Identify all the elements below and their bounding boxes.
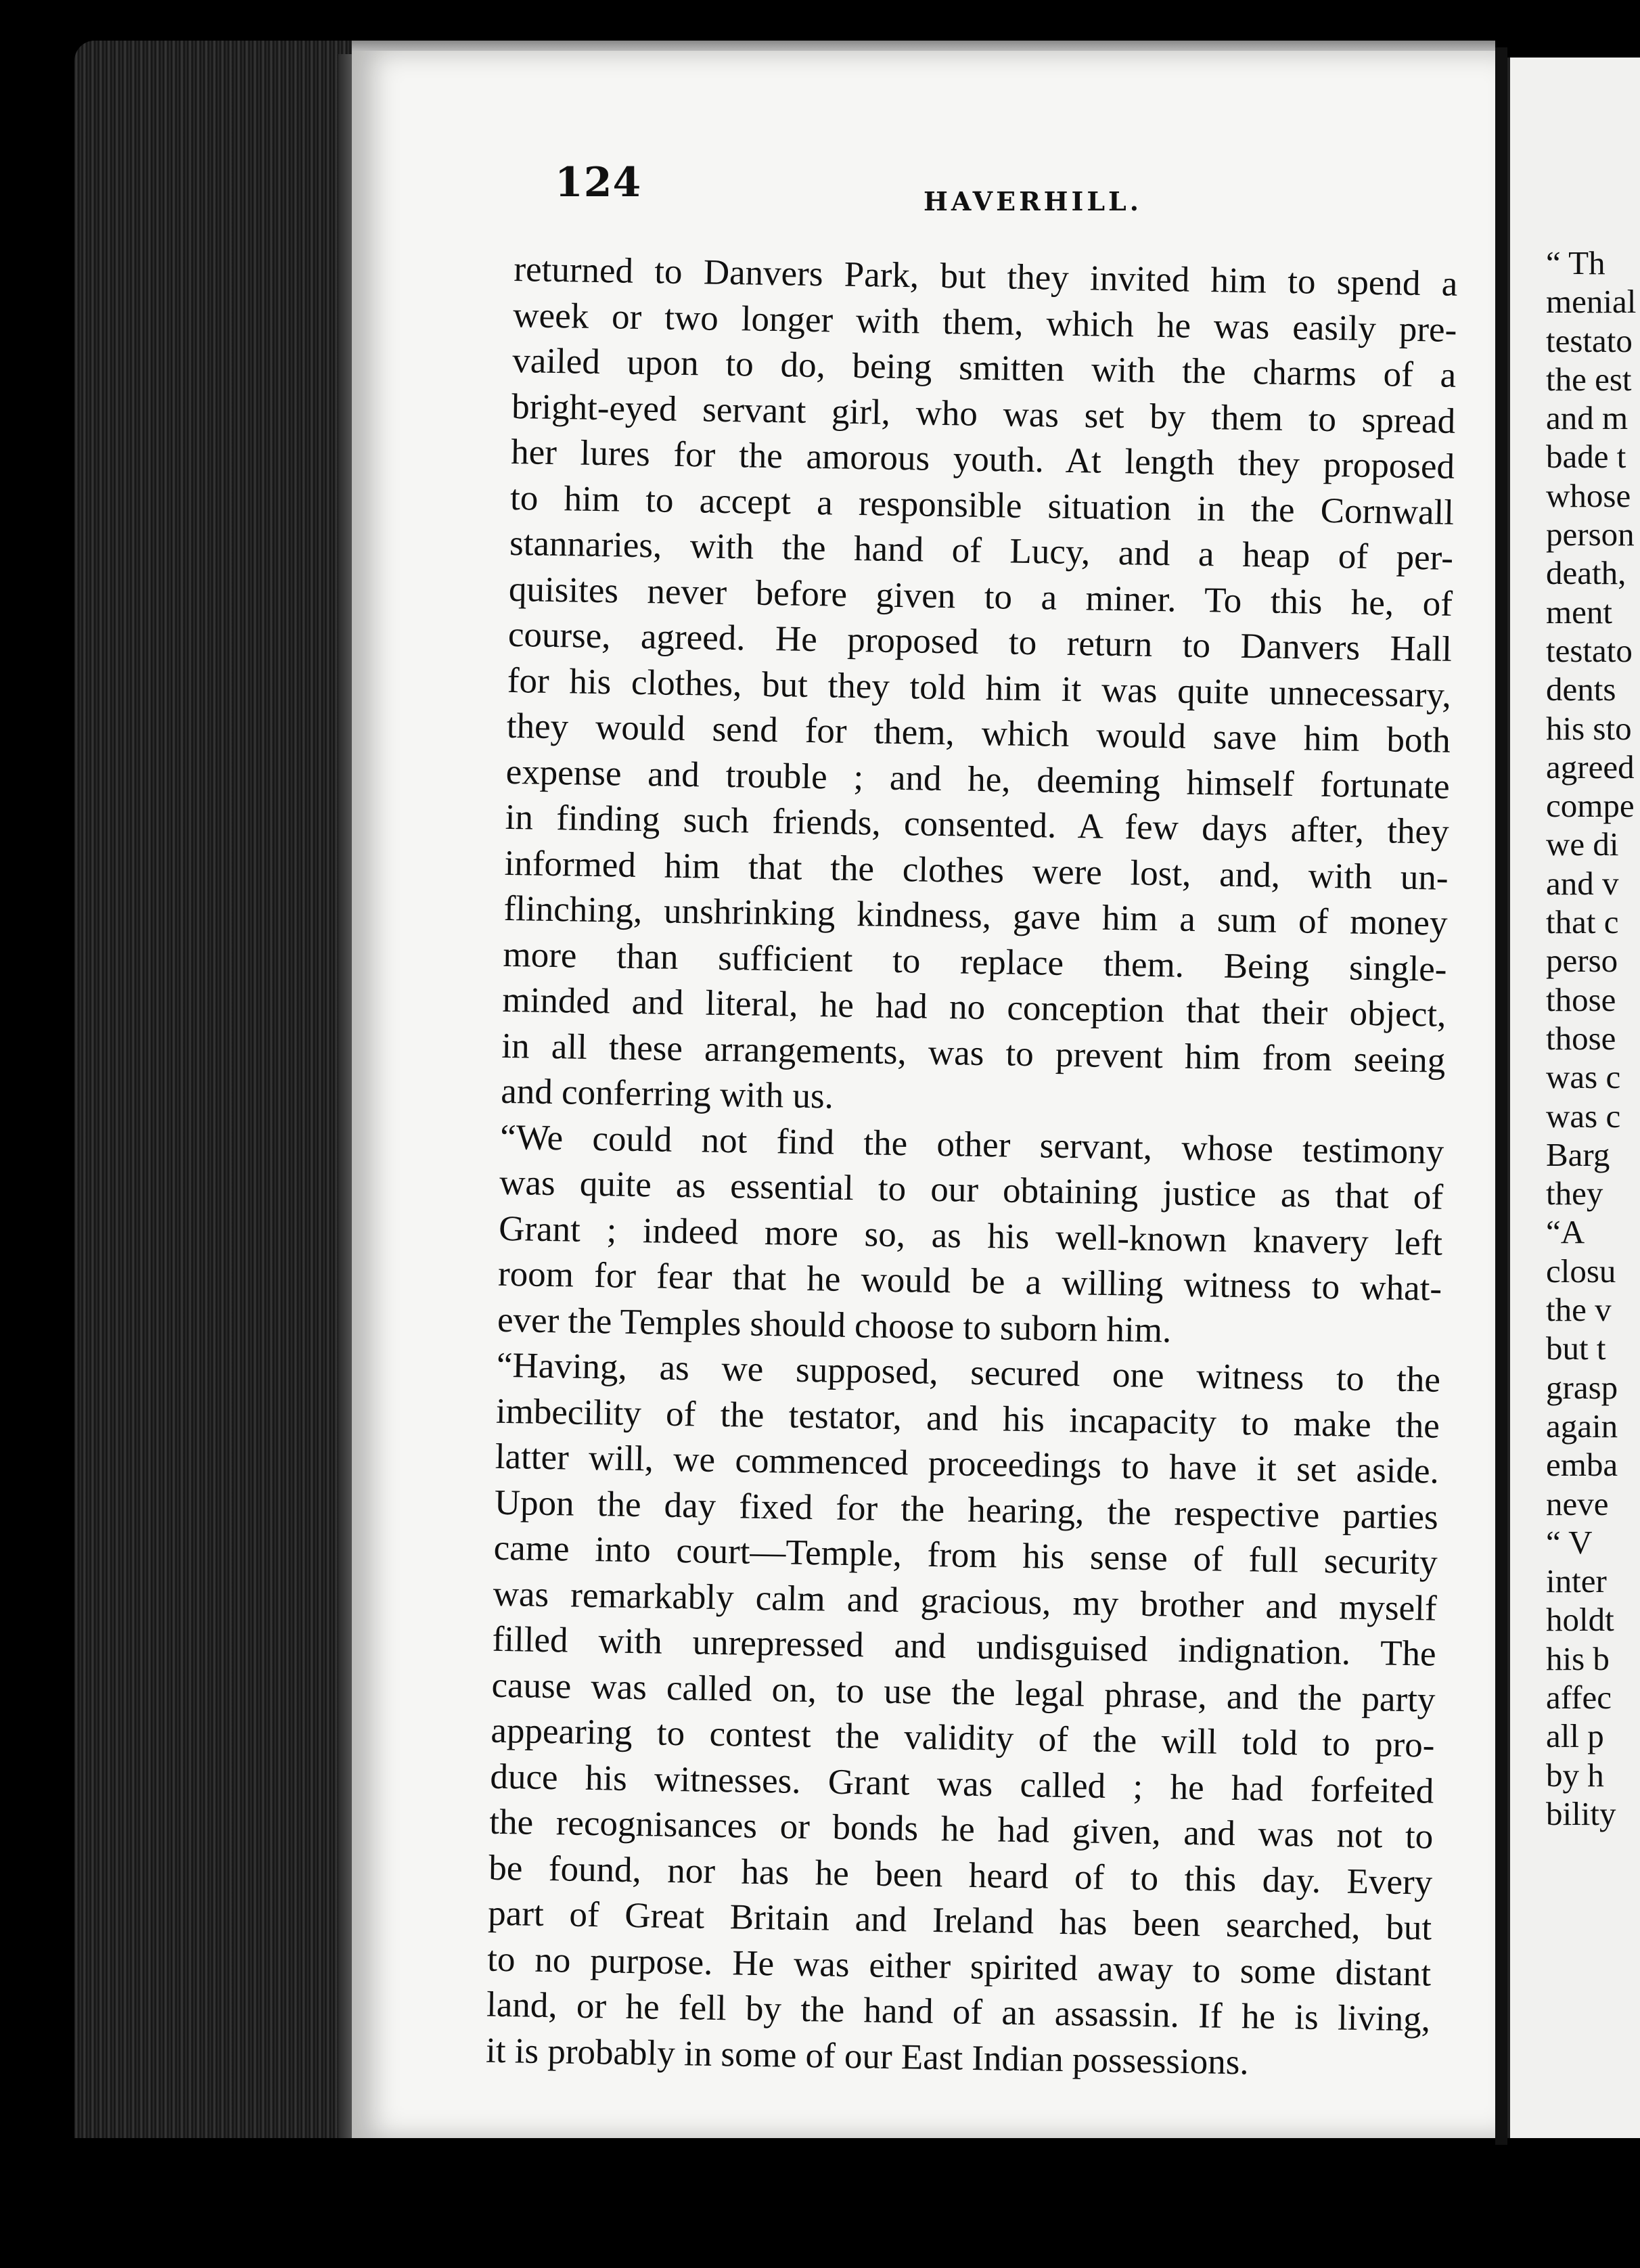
- page-header: [555, 159, 1468, 233]
- facing-page-text: [1546, 244, 1640, 1833]
- text-line: filled with unrepressed and undisguised indignation. The: [492, 1619, 1436, 1674]
- facing-page-line: the est: [1546, 360, 1632, 398]
- page-number: 124: [555, 159, 642, 206]
- text-line: was remarkably calm and gracious, my brother and myself: [493, 1574, 1438, 1629]
- text-line: flinching, unshrinking kindness, gave him a sum of money: [503, 888, 1448, 943]
- text-line: land, or he fell by the hand of an assassin. If he is living,: [486, 1984, 1431, 2039]
- text-line: to no purpose. He was either spirited away to some distant: [486, 1939, 1432, 1994]
- text-line: and conferring with us.: [500, 1071, 834, 1116]
- facing-page-line: inter: [1546, 1562, 1607, 1600]
- text-line: appearing to contest the validity of the will told to pro-: [491, 1710, 1435, 1765]
- text-line: Upon the day fixed for the hearing, the respective parties: [494, 1482, 1439, 1537]
- text-line: returned to Danvers Park, but they invited him to spend a: [514, 249, 1458, 304]
- text-line: Grant ; indeed more so, as his well-known knavery left: [498, 1208, 1443, 1263]
- facing-page-line: we di: [1546, 825, 1619, 863]
- facing-page-line: by h: [1546, 1756, 1604, 1794]
- gutter-seam: [1495, 47, 1507, 2145]
- facing-page-line: “ V: [1546, 1523, 1593, 1561]
- facing-page-line: again: [1546, 1407, 1618, 1445]
- facing-page-line: dents: [1546, 671, 1616, 708]
- text-line: was quite as essential to our obtaining justice as that of: [499, 1162, 1444, 1217]
- facing-page-line: was c: [1546, 1097, 1621, 1135]
- facing-page-line: Barg: [1546, 1135, 1610, 1173]
- text-line: vailed upon to do, being smitten with the charms of a: [511, 340, 1457, 395]
- facing-page-line: those: [1546, 1019, 1616, 1057]
- text-line: came into court—Temple, from his sense of full security: [493, 1528, 1438, 1583]
- facing-page-line: was c: [1546, 1058, 1621, 1096]
- body-text: [486, 247, 1458, 2089]
- paragraph: [497, 1114, 1444, 1357]
- facing-page-line: holdt: [1546, 1601, 1614, 1639]
- facing-page-line: closu: [1546, 1252, 1616, 1290]
- text-line: cause was called on, to use the legal phrase, and the party: [491, 1665, 1436, 1720]
- facing-page-line: bility: [1546, 1794, 1616, 1832]
- facing-page-line: ment: [1546, 593, 1612, 631]
- facing-page-line: perso: [1546, 942, 1618, 980]
- text-line: expense and trouble ; and he, deeming himself fortunate: [505, 752, 1451, 807]
- facing-page-line: “ Th: [1546, 244, 1605, 281]
- facing-page-line: and v: [1546, 864, 1619, 902]
- text-line: be found, nor has he been heard of to this day. Every: [488, 1848, 1433, 1903]
- text-line: room for fear that he would be a willing witness to what-: [497, 1254, 1442, 1309]
- facing-page-line: that c: [1546, 903, 1619, 941]
- text-line: course, agreed. He proposed to return to Danvers Hall: [507, 614, 1453, 669]
- facing-page-line: agreed: [1546, 748, 1635, 786]
- text-line: latter will, we commenced proceedings to have it set aside.: [495, 1436, 1440, 1491]
- text-line: they would send for them, which would save him both: [506, 706, 1451, 761]
- text-line: for his clothes, but they told him it was quite unnecessary,: [507, 660, 1452, 715]
- text-line: the recognisances or bonds he had given, and was not to: [488, 1802, 1434, 1857]
- text-line: bright-eyed servant girl, who was set by them to spread: [511, 386, 1456, 441]
- text-line: minded and literal, he had no conception that their object,: [502, 980, 1447, 1035]
- facing-page-line: “A: [1546, 1213, 1585, 1251]
- text-line: “We could not find the other servant, whose testimony: [499, 1117, 1444, 1172]
- facing-page-line: testato: [1546, 321, 1633, 359]
- text-line: in all these arrangements, was to prevent him from seeing: [501, 1026, 1446, 1081]
- paragraph: [486, 1343, 1441, 2089]
- text-line: more than sufficient to replace them. Being single-: [503, 934, 1447, 989]
- text-line: “Having, as we supposed, secured one witness to the: [496, 1345, 1441, 1400]
- facing-page-line: affec: [1546, 1678, 1612, 1716]
- facing-page-line: death,: [1546, 554, 1626, 592]
- text-line: informed him that the clothes were lost, and, with un-: [504, 843, 1449, 898]
- facing-page-line: menial: [1546, 283, 1637, 321]
- text-line: in finding such friends, consented. A few days after, they: [505, 797, 1450, 852]
- facing-page-line: whose: [1546, 476, 1631, 514]
- facing-page-line: those: [1546, 980, 1616, 1018]
- running-head: HAVERHILL.: [924, 186, 1142, 217]
- paragraph: [501, 247, 1458, 1129]
- text-line: duce his witnesses. Grant was called ; he had forfeited: [490, 1756, 1434, 1811]
- text-line: week or two longer with them, which he was easily pre-: [512, 295, 1457, 350]
- facing-page-line: compe: [1546, 787, 1635, 825]
- text-line: to him to accept a responsible situation in the Cornwall: [509, 478, 1455, 532]
- text-line: part of Great Britain and Ireland has been searched, but: [487, 1893, 1432, 1948]
- facing-page-line: but t: [1546, 1330, 1606, 1367]
- facing-page-line: bade t: [1546, 438, 1626, 476]
- facing-page-line: grasp: [1546, 1368, 1618, 1406]
- facing-page-line: person: [1546, 516, 1635, 553]
- text-line: it is probably in some of our East Indian possessions.: [485, 2031, 1250, 2082]
- text-line: her lures for the amorous youth. At length they proposed: [510, 432, 1455, 486]
- facing-page-line: and m: [1546, 399, 1628, 437]
- facing-page-line: emba: [1546, 1446, 1618, 1484]
- text-line: ever the Temples should choose to suborn him.: [497, 1300, 1172, 1350]
- facing-page-line: testato: [1546, 631, 1633, 669]
- text-line: quisites never before given to a miner. To this he, of: [508, 569, 1453, 624]
- text-line: imbecility of the testator, and his incapacity to make the: [495, 1391, 1440, 1446]
- facing-page-line: all p: [1546, 1717, 1604, 1755]
- facing-page-line: the v: [1546, 1291, 1612, 1329]
- facing-page-line: neve: [1546, 1484, 1609, 1522]
- facing-page-line: his sto: [1546, 709, 1632, 747]
- facing-page-line: his b: [1546, 1639, 1610, 1677]
- facing-page-line: they: [1546, 1175, 1603, 1212]
- text-line: stannaries, with the hand of Lucy, and a heap of per-: [509, 523, 1454, 578]
